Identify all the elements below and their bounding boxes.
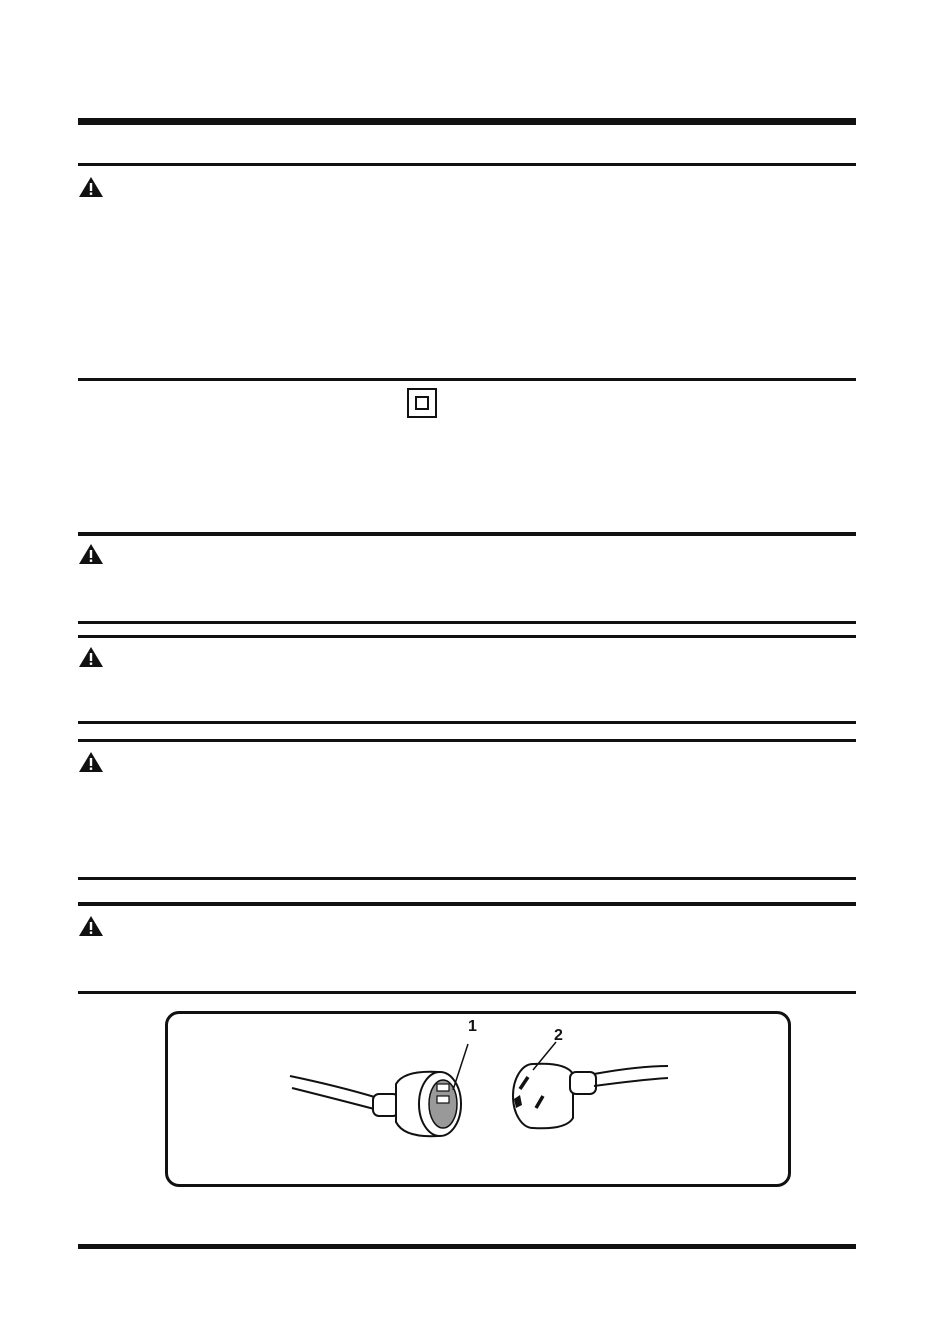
extension-cord-figure (165, 1011, 791, 1187)
warning-2-top-rule (78, 532, 856, 536)
warning-triangle-icon (78, 543, 104, 565)
warning-1-top-rule (78, 163, 856, 166)
warning-2-bottom-rule (78, 621, 856, 624)
cord-illustration (168, 1014, 788, 1184)
warning-3-bottom-rule (78, 721, 856, 724)
warning-triangle-icon (78, 176, 104, 198)
section-top-rule (78, 118, 856, 125)
warning-5-top-rule (78, 902, 856, 906)
callout-receptacle-label: 2 (554, 1027, 563, 1044)
warning-triangle-icon (78, 915, 104, 937)
callout-plug-label: 1 (468, 1018, 477, 1035)
page-footer-rule (78, 1244, 856, 1249)
warning-triangle-icon (78, 751, 104, 773)
double-insulation-square-icon (407, 388, 437, 418)
warning-4-bottom-rule (78, 877, 856, 880)
warning-4-top-rule (78, 739, 856, 742)
warning-5-bottom-rule (78, 991, 856, 994)
warning-1-bottom-rule (78, 378, 856, 381)
warning-triangle-icon (78, 646, 104, 668)
warning-3-top-rule (78, 635, 856, 638)
